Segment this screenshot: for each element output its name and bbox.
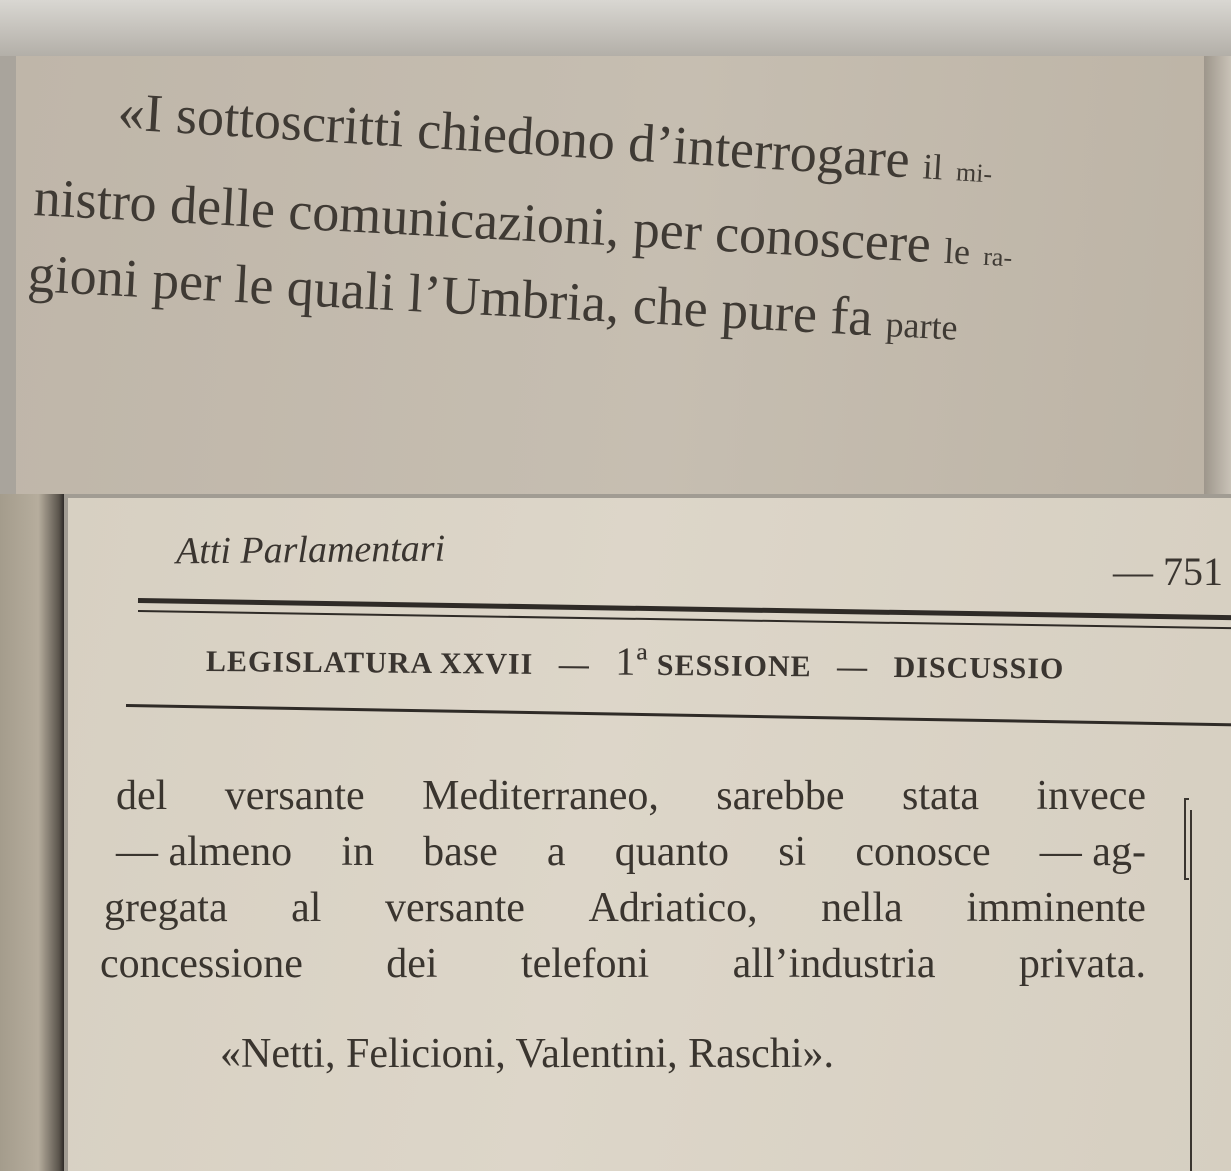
margin-bracket — [1184, 798, 1189, 880]
page-title: Atti Parlamentari — [175, 527, 446, 573]
body-line-3: gregata al versante Adriatico, nella imminente — [104, 885, 1146, 931]
zoomed-excerpt-panel — [16, 56, 1204, 494]
body-line-2: — almeno in base a quanto si conosce — ag- — [116, 829, 1146, 875]
page-number: — 751 — [1113, 549, 1223, 594]
excerpt-line-1: «I sottoscritti chiedono d’interrogare il mi- — [116, 81, 994, 190]
photo-edge-left — [0, 56, 16, 494]
session-heading: LEGISLATURA XXVII — 1ª SESSIONE — DISCUSSIO — [205, 638, 1065, 686]
excerpt-line-2: nistro delle comunicazioni, per conoscere le ra- — [32, 167, 1013, 274]
photo-edge-right — [1204, 56, 1231, 494]
book-left-page-edge — [0, 494, 64, 1171]
body-line-4: concessione dei telefoni all’industria privata. — [100, 941, 1146, 987]
session-rule — [126, 704, 1231, 726]
excerpt-line-3: gioni per le quali l’Umbria, che pure fa parte — [26, 243, 959, 348]
body-line-1: del versante Mediterraneo, sarebbe stata invece — [116, 773, 1146, 819]
signatories: «Netti, Felicioni, Valentini, Raschi». — [220, 1031, 834, 1077]
book-page — [68, 498, 1231, 1171]
body-paragraph — [100, 768, 1146, 992]
header-rule-thick — [138, 598, 1231, 620]
photo-background-top — [0, 0, 1231, 56]
margin-vertical-rule — [1190, 810, 1192, 1171]
